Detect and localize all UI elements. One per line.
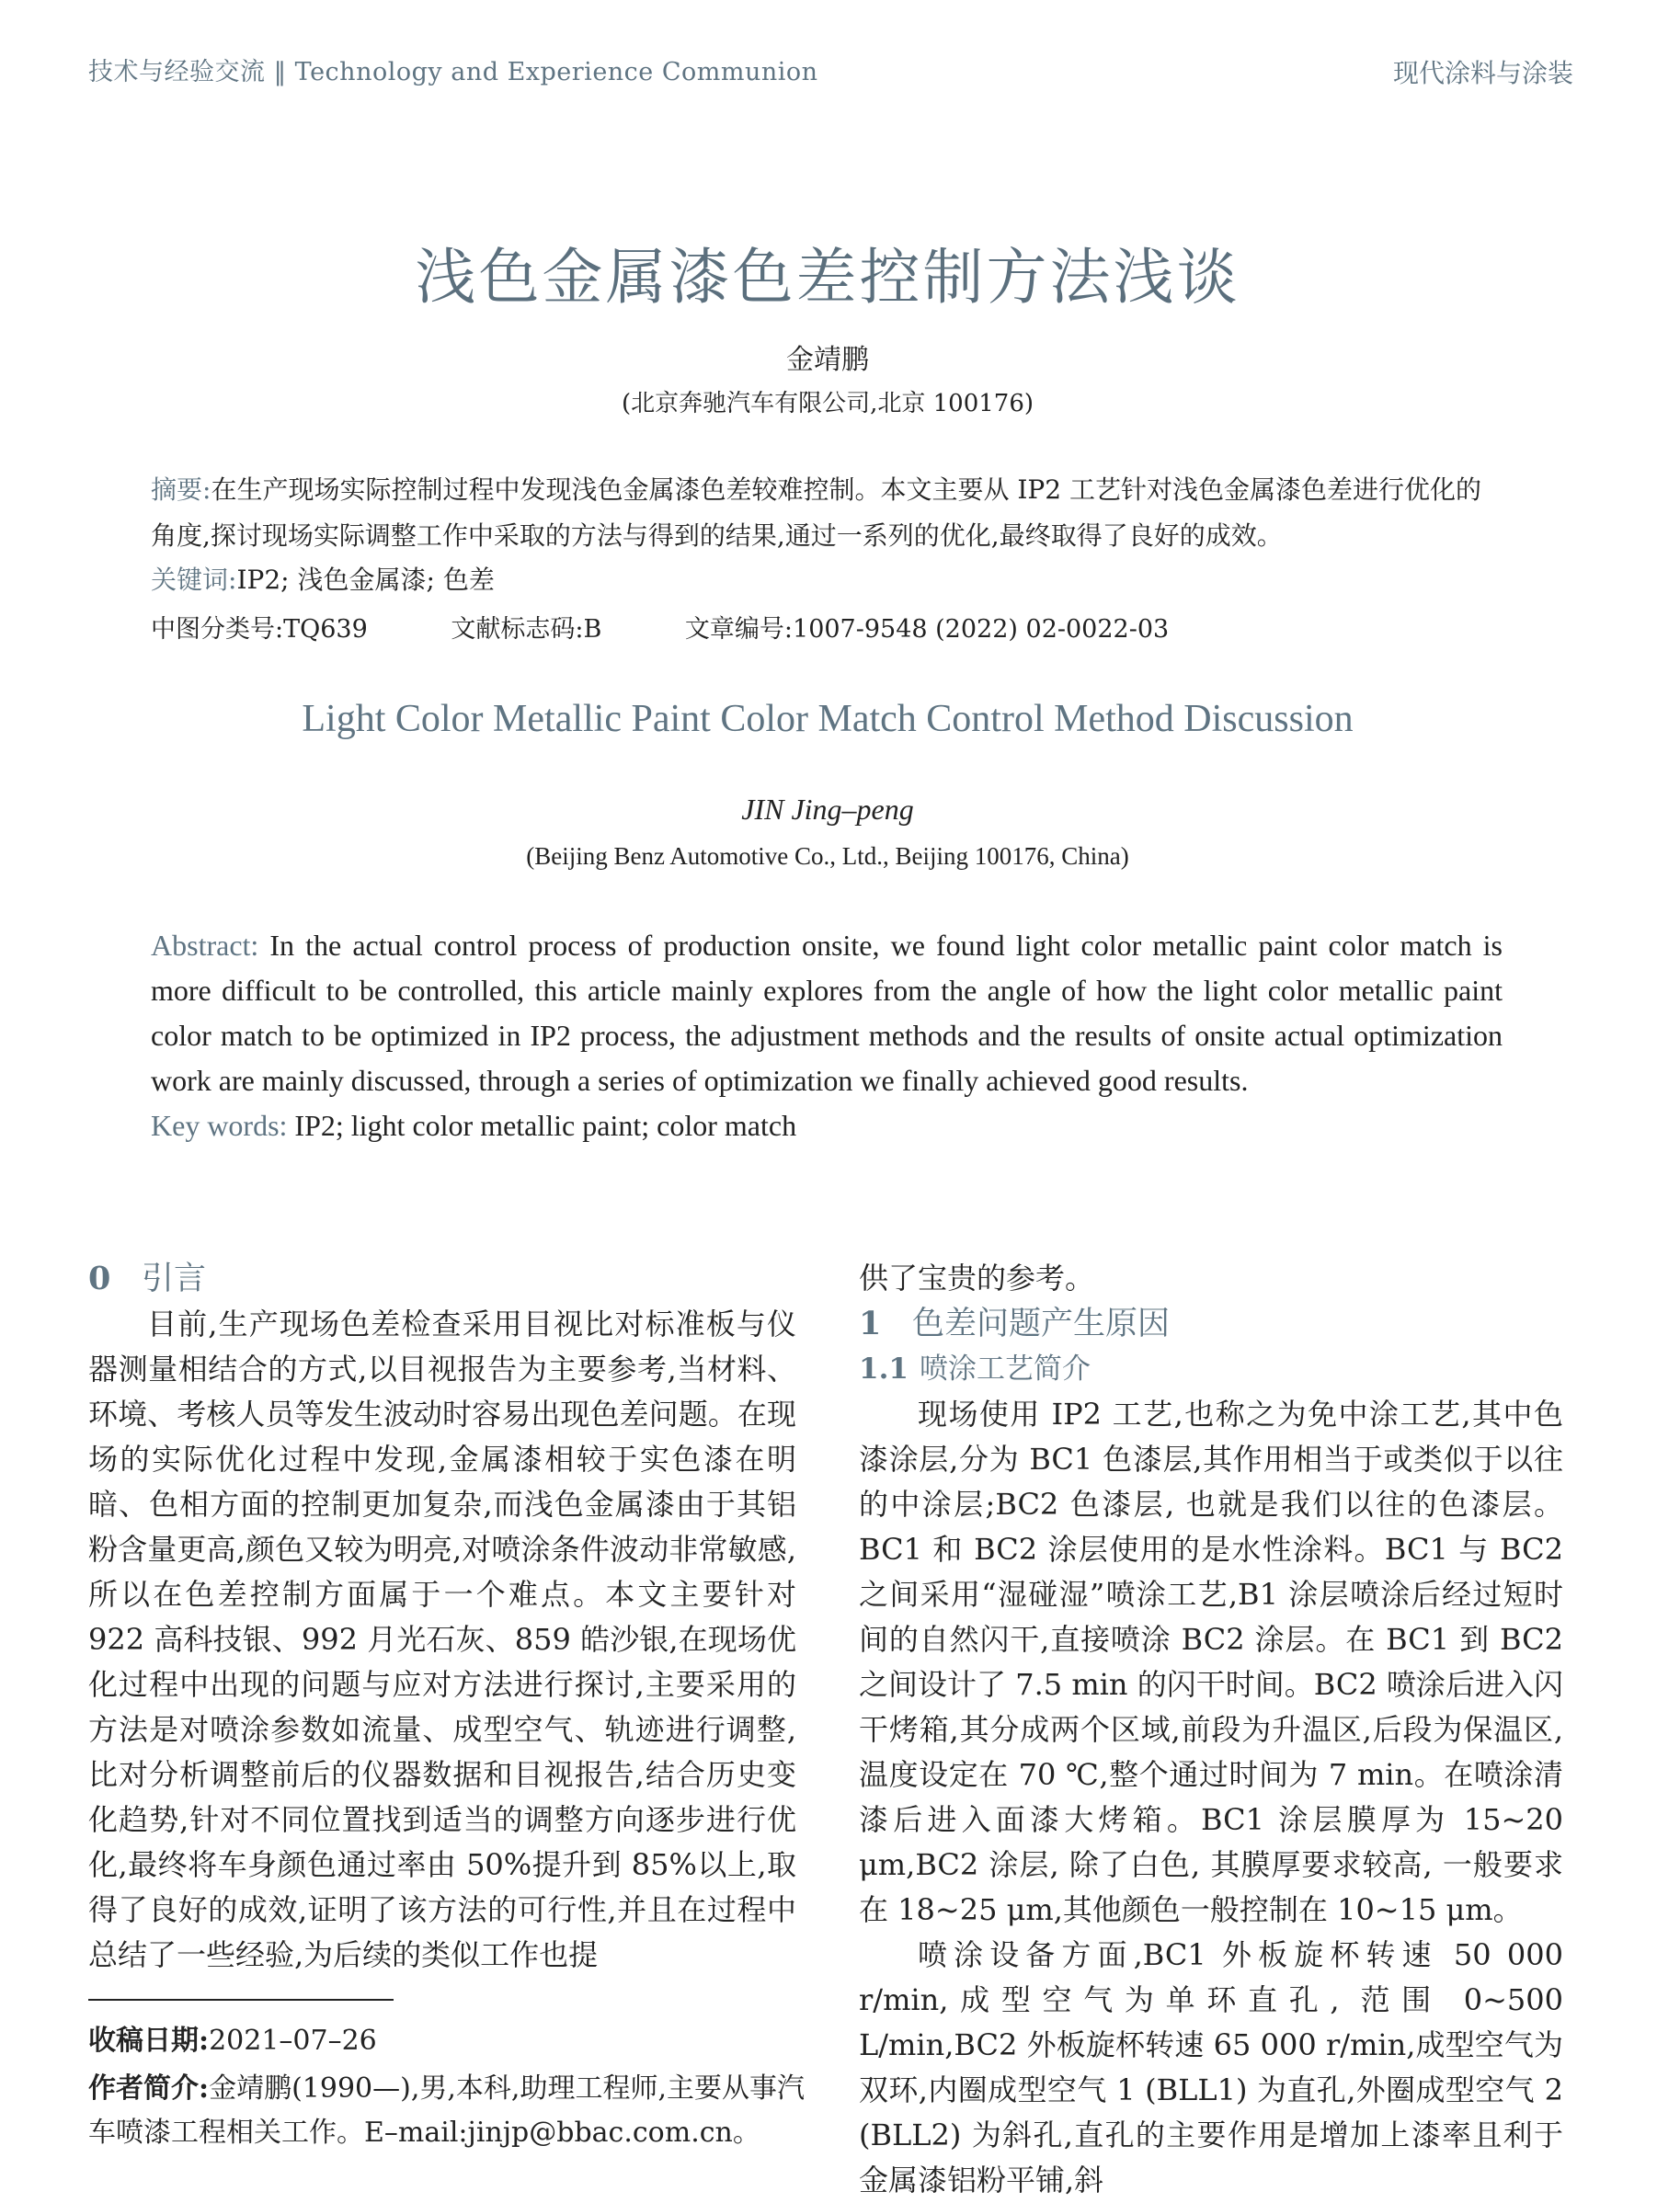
- section-0-heading: [88, 1256, 796, 1302]
- abstract-cn-label: 摘要:: [151, 474, 211, 505]
- subsection-1-1-paragraph-2: 喷涂设备方面,BC1 外板旋杯转速 50 000 r/min,成型空气为单环直孔, 范围 0~500 L/min,BC2 外板旋杯转速 65 000 r/min,成型空气为双环,内圈成型空气 1 (BLL1) 为直孔,外圈成型空气 2 (BLL2) 为斜孔,直孔的主要作用是增加上漆率且利于金属漆铝粉平铺,斜: [859, 1937, 1563, 2197]
- footnote-received: [88, 2019, 806, 2063]
- abstract-en: [151, 923, 1503, 1103]
- bio-label: 作者简介:: [88, 2072, 210, 2105]
- running-header-right: 现代涂料与涂装: [1392, 58, 1573, 88]
- section-1-title: 色差问题产生原因: [912, 1306, 1171, 1342]
- article-number: 文章编号:1007-9548 (2022) 02-0022-03: [684, 615, 1170, 644]
- keywords-cn-text: IP2; 浅色金属漆; 色差: [236, 565, 495, 595]
- right-column: [859, 1256, 1563, 2203]
- keywords-en: [151, 1103, 1503, 1148]
- clc-number: 中图分类号:TQ639: [151, 615, 368, 644]
- subsection-1-1-heading: [859, 1347, 1563, 1392]
- section-0-title: 引言: [142, 1261, 207, 1297]
- section-0-paragraph: 目前,生产现场色差检查采用目视比对标准板与仪器测量相结合的方式,以目视报告为主要参考,当材料、环境、考核人员等发生波动时容易出现色差问题。在现场的实际优化过程中发现,金属漆相较于实色漆在明暗、色相方面的控制更加复杂,而浅色金属漆由于其铝粉含量更高,颜色又较为明亮,对喷涂条件波动非常敏感,所以在色差控制方面属于一个难点。本文主要针对 922 高科技银、992 月光石灰、859 皓沙银,在现场优化过程中出现的问题与应对方法进行探讨,主要采用的方法是对喷涂参数如流量、成型空气、轨迹进行调整,比对分析调整前后的仪器数据和目视报告,结合历史变化趋势,针对不同位置找到适当的调整方向逐步进行优化,最终将车身颜色通过率由 50%提升到 85%以上,取得了良好的成效,证明了该方法的可行性,并且在过程中总结了一些经验,为后续的类似工作也提: [88, 1307, 796, 1972]
- paper-title: 浅色金属漆色差控制方法浅谈: [415, 242, 1240, 313]
- footnote-rule: [88, 1999, 394, 2001]
- bio-text: 金靖鹏(1990—),男,本科,助理工程师,主要从事汽车喷漆工程相关工作。E–mail:jinjp@bbac.com.cn。: [88, 2072, 805, 2149]
- subsection-1-1-title: 喷涂工艺简介: [920, 1353, 1091, 1386]
- abstract-cn-text: 在生产现场实际控制过程中发现浅色金属漆色差较难控制。本文主要从 IP2 工艺针对浅色金属漆色差进行优化的角度,探讨现场实际调整工作中采取的方法与得到的结果,通过一系列的优化,最终取得了良好的成效。: [151, 474, 1481, 551]
- author-name: 金靖鹏: [786, 344, 869, 376]
- keywords-en-label: Key words:: [151, 1109, 288, 1142]
- received-label: 收稿日期:: [88, 2025, 210, 2057]
- running-header-left: 技术与经验交流 ‖ Technology and Experience Communion: [88, 58, 818, 86]
- subsection-1-1-number: 1.1: [859, 1353, 909, 1386]
- classification-row: [151, 609, 1244, 645]
- footnote-bio: [88, 2067, 806, 2155]
- abstract-en-text: In the actual control process of production onsite, we found light color metallic paint color match is more difficult to be controlled, this article mainly explores from the angle of how the light color metallic paint color match to be optimized in IP2 process, the adjustment methods and the results of onsite actual optimization work are mainly discussed, through a series of optimization we finally achieved good results.: [151, 929, 1503, 1097]
- continuation-text: 供了宝贵的参考。: [859, 1261, 1095, 1296]
- abstract-cn: [151, 467, 1503, 559]
- received-date: 2021–07–26: [209, 2025, 377, 2057]
- author-affiliation: (北京奔驰汽车有限公司,北京 100176): [621, 390, 1034, 417]
- subsection-1-1-paragraph-1: 现场使用 IP2 工艺,也称之为免中涂工艺,其中色漆涂层,分为 BC1 色漆层,其作用相当于或类似于以往的中涂层;BC2 色漆层, 也就是我们以往的色漆层。BC1 和 BC2 涂层使用的是水性涂料。BC1 与 BC2 之间采用“湿碰湿”喷涂工艺,B1 涂层喷涂后经过短时间的自然闪干,直接喷涂 BC2 涂层。在 BC1 到 BC2 之间设计了 7.5 min 的闪干时间。BC2 喷涂后进入闪干烤箱,其分成两个区域,前段为升温区,后段为保温区,温度设定在 70 ℃,整个通过时间为 7 min。在喷涂清漆后进入面漆大烤箱。BC1 涂层膜厚为 15~20 μm,BC2 涂层, 除了白色, 其膜厚要求较高, 一般要求在 18~25 μm,其他颜色一般控制在 10~15 μm。: [859, 1397, 1563, 1927]
- section-0-number: 0: [88, 1260, 111, 1297]
- keywords-cn: [151, 557, 1503, 603]
- english-title: Light Color Metallic Paint Color Match Control Method Discussion: [302, 698, 1354, 740]
- english-affiliation: (Beijing Benz Automotive Co., Ltd., Beijing 100176, China): [526, 842, 1129, 870]
- abstract-en-label: Abstract:: [151, 929, 259, 962]
- keywords-en-text: IP2; light color metallic paint; color match: [294, 1109, 797, 1142]
- keywords-cn-label: 关键词:: [151, 565, 237, 595]
- english-author: JIN Jing–peng: [741, 793, 914, 826]
- document-code: 文献标志码:B: [451, 615, 602, 644]
- left-column: [88, 1256, 796, 1978]
- section-1-heading: [859, 1301, 1563, 1347]
- section-1-number: 1: [859, 1305, 882, 1342]
